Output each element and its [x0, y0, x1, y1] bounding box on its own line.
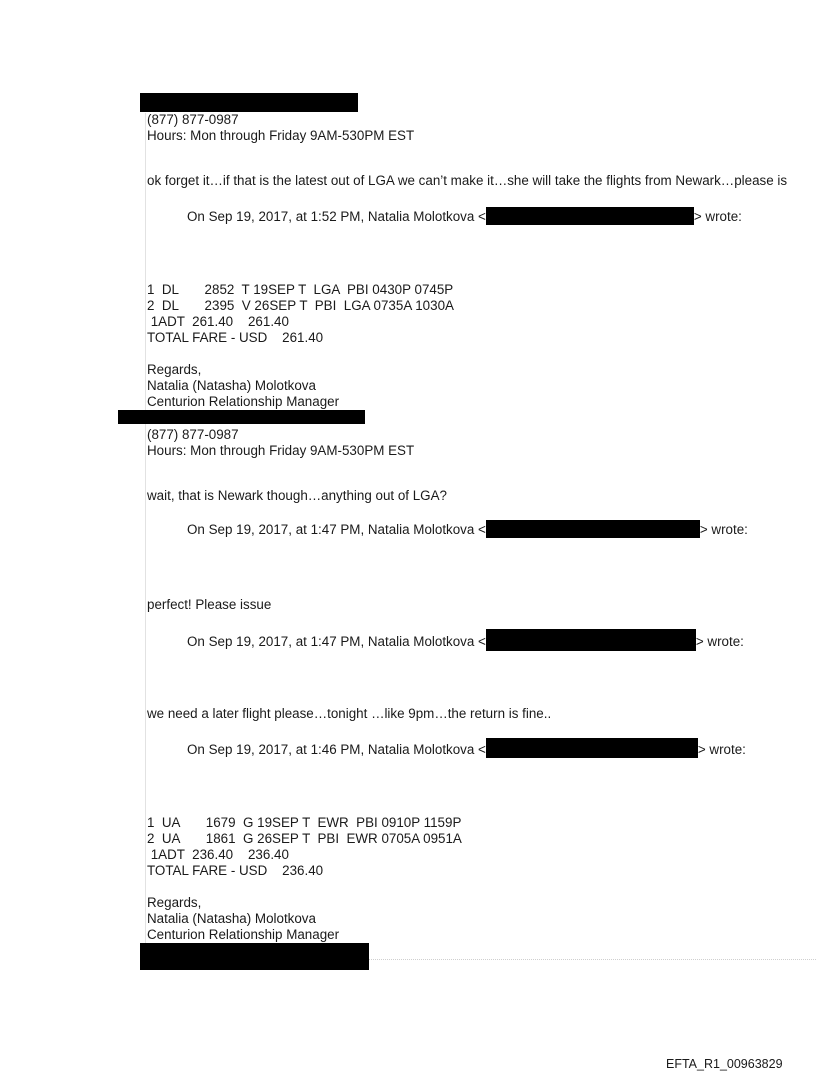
flight-segment: 1 DL 2852 T 19SEP T LGA PBI 0430P 0745P [147, 282, 454, 297]
fare-line: 1ADT 261.40 261.40 [147, 314, 289, 329]
quote-header-prefix: On Sep 19, 2017, at 1:47 PM, Natalia Molotkova < [187, 634, 486, 649]
redaction-bar [140, 93, 358, 112]
quote-header-suffix: > wrote: [693, 209, 742, 224]
quote-header-suffix: > wrote: [697, 742, 746, 757]
flight-segment: 2 DL 2395 V 26SEP T PBI LGA 0735A 1030A [147, 298, 454, 313]
separator-line [369, 959, 816, 960]
support-hours: Hours: Mon through Friday 9AM-530PM EST [147, 443, 415, 458]
email-body: ok forget it…if that is the latest out of LGA we can’t make it…she will take the flights from Newark…please is [147, 173, 788, 188]
agent-name: Natalia (Natasha) Molotkova [147, 378, 316, 393]
support-phone: (877) 877-0987 [147, 427, 239, 442]
bates-number: EFTA_R1_00963829 [666, 1057, 783, 1071]
redaction-bar [486, 207, 694, 225]
support-hours: Hours: Mon through Friday 9AM-530PM EST [147, 128, 415, 143]
support-phone: (877) 877-0987 [147, 112, 239, 127]
email-body: perfect! Please issue [147, 597, 272, 612]
total-fare: TOTAL FARE - USD 261.40 [147, 330, 324, 345]
quote-margin-line [145, 113, 146, 955]
quote-header [187, 629, 744, 651]
email-body: wait, that is Newark though…anything out of LGA? [147, 488, 447, 503]
redaction-bar [140, 943, 369, 970]
quote-header-suffix: > wrote: [695, 634, 744, 649]
signoff: Regards, [147, 362, 202, 377]
total-fare: TOTAL FARE - USD 236.40 [147, 863, 324, 878]
agent-title: Centurion Relationship Manager [147, 927, 340, 942]
flight-segment: 1 UA 1679 G 19SEP T EWR PBI 0910P 1159P [147, 815, 462, 830]
agent-title: Centurion Relationship Manager [147, 394, 340, 409]
quote-header [187, 520, 748, 538]
email-body: we need a later flight please…tonight …like 9pm…the return is fine.. [147, 706, 552, 721]
redaction-bar [486, 738, 698, 758]
quote-header-prefix: On Sep 19, 2017, at 1:47 PM, Natalia Molotkova < [187, 522, 486, 537]
fare-line: 1ADT 236.40 236.40 [147, 847, 289, 862]
agent-name: Natalia (Natasha) Molotkova [147, 911, 316, 926]
signoff: Regards, [147, 895, 202, 910]
quote-header [187, 207, 742, 225]
quote-header-prefix: On Sep 19, 2017, at 1:52 PM, Natalia Molotkova < [187, 209, 486, 224]
flight-segment: 2 UA 1861 G 26SEP T PBI EWR 0705A 0951A [147, 831, 462, 846]
redaction-bar [486, 520, 700, 538]
redaction-bar [486, 629, 696, 651]
quote-header [187, 738, 746, 758]
redaction-bar [118, 410, 365, 424]
quote-header-prefix: On Sep 19, 2017, at 1:46 PM, Natalia Molotkova < [187, 742, 486, 757]
quote-header-suffix: > wrote: [699, 522, 748, 537]
